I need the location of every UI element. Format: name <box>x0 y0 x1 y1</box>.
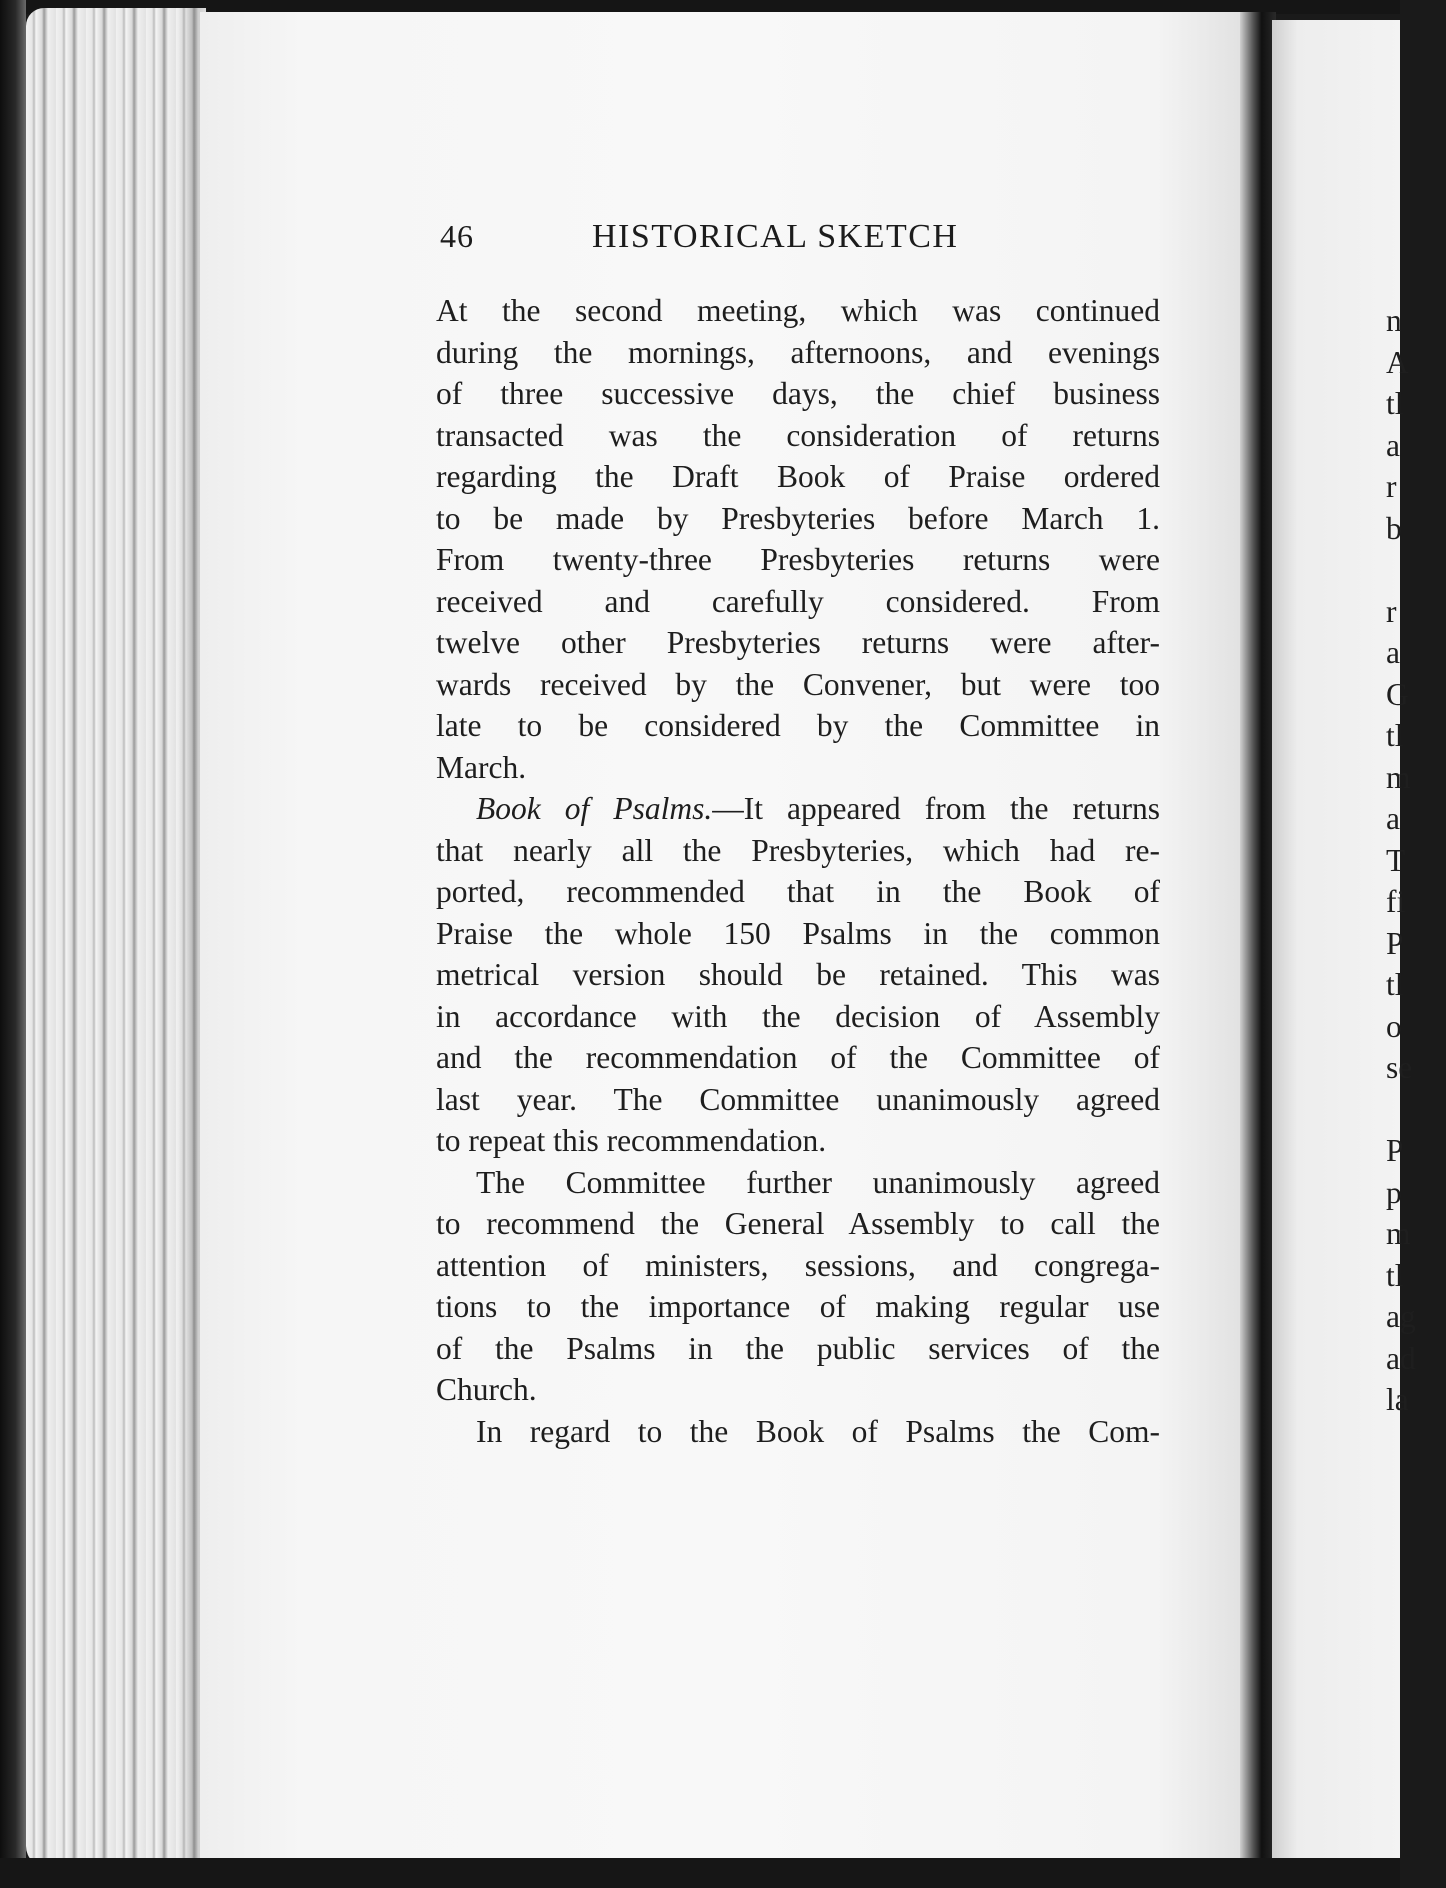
text-line: wards received by the Convener, but were too <box>436 666 1160 702</box>
text-line: From twenty-three Presbyteries returns were <box>436 542 1160 577</box>
facing-page-fragment: p <box>1386 1174 1402 1210</box>
facing-page-fragment: tl <box>1386 967 1404 1002</box>
facing-page-fragment: tl <box>1386 386 1404 421</box>
text-line: The Committee further unanimously agreed <box>476 1164 1160 1200</box>
left-scan-border <box>0 0 26 1888</box>
text-line: metrical version should be retained. This was <box>436 957 1160 992</box>
page-number: 46 <box>440 218 474 254</box>
text-line: received and carefully considered. From <box>436 583 1160 619</box>
facing-page-fragment: ag <box>1386 1299 1416 1334</box>
facing-page-fragment: la <box>1386 1382 1409 1417</box>
running-head <box>440 218 1060 268</box>
bottom-scan-border <box>0 1858 1400 1888</box>
text-line: In regard to the Book of Psalms the Com- <box>476 1413 1160 1449</box>
text-line: transacted was the consideration of returns <box>436 417 1160 453</box>
text-line: of three successive days, the chief business <box>436 376 1160 411</box>
running-head-title: HISTORICAL SKETCH <box>592 218 959 255</box>
text-line: March. <box>436 749 527 785</box>
facing-page-fragment: r <box>1386 593 1397 629</box>
text-line: to recommend the General Assembly to call the <box>436 1206 1160 1241</box>
text-line: twelve other Presbyteries returns were after- <box>436 625 1160 660</box>
right-page <box>1272 20 1400 1868</box>
facing-page-fragment: se <box>1386 1050 1413 1085</box>
text-line: At the second meeting, which was continued <box>436 293 1160 328</box>
text-line: last year. The Committee unanimously agreed <box>436 1081 1160 1117</box>
facing-page-fragment: a <box>1386 801 1400 836</box>
text-line: of the Psalms in the public services of the <box>436 1330 1160 1366</box>
facing-page-fragment: n <box>1386 303 1402 338</box>
text-line-with-heading <box>436 788 1160 830</box>
facing-page-fragment: m <box>1386 1216 1411 1251</box>
facing-page-fragment: T <box>1386 842 1406 878</box>
text-line: Church. <box>436 1372 537 1407</box>
text-line: and the recommendation of the Committee of <box>436 1040 1160 1075</box>
text-line: during the mornings, afternoons, and evenings <box>436 334 1160 370</box>
facing-page-fragment: tl <box>1386 718 1404 753</box>
facing-page-text-fragments <box>1386 300 1446 1421</box>
facing-page-fragment: o <box>1386 1008 1402 1044</box>
text-line: attention of ministers, sessions, and congrega- <box>436 1247 1160 1283</box>
text-line: in accordance with the decision of Assembly <box>436 998 1160 1034</box>
body-text <box>436 290 1160 1452</box>
text-line: that nearly all the Presbyteries, which had re- <box>436 832 1160 868</box>
text-line-remainder: —It appeared from the returns <box>712 791 1161 826</box>
text-line: to be made by Presbyteries before March 1. <box>436 500 1160 536</box>
text-line: regarding the Draft Book of Praise ordered <box>436 459 1160 494</box>
book-gutter <box>1240 12 1276 1868</box>
facing-page-fragment: G <box>1386 676 1409 712</box>
facing-page-fragment: r <box>1386 469 1397 504</box>
text-line: tions to the importance of making regular use <box>436 1289 1160 1324</box>
facing-page-fragment: A <box>1386 344 1409 380</box>
text-line: late to be considered by the Committee in <box>436 708 1160 743</box>
facing-page-fragment: fi <box>1386 884 1406 919</box>
text-line: ported, recommended that in the Book of <box>436 874 1160 909</box>
facing-page-fragment: P <box>1386 1133 1404 1168</box>
facing-page-fragment: m <box>1386 759 1411 795</box>
facing-page-fragment: b <box>1386 510 1402 546</box>
facing-page-fragment: P <box>1386 925 1404 961</box>
text-line: Praise the whole 150 Psalms in the common <box>436 915 1160 951</box>
text-line: to repeat this recommendation. <box>436 1123 827 1158</box>
facing-page-fragment: tl <box>1386 1257 1404 1293</box>
facing-page-fragment: a <box>1386 427 1400 463</box>
facing-page-fragment: ad <box>1386 1340 1416 1376</box>
italic-section-heading: Book of Psalms. <box>476 791 713 826</box>
facing-page-fragment: a <box>1386 635 1400 670</box>
